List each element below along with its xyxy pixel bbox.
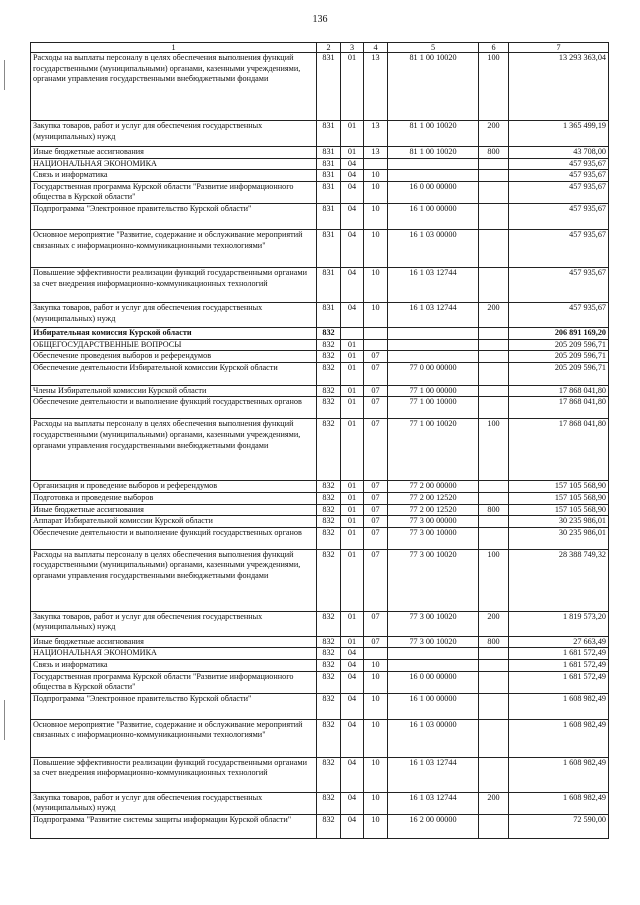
subsection-code-cell: 07 — [364, 516, 388, 528]
target-article-cell: 77 2 00 12520 — [388, 504, 479, 516]
page-number: 136 — [312, 14, 328, 25]
expense-type-cell — [479, 351, 509, 363]
amount-cell: 1 681 572,49 — [509, 671, 609, 693]
amount-cell: 17 868 041,80 — [509, 419, 609, 481]
expense-type-cell: 200 — [479, 792, 509, 814]
subsection-code-cell: 07 — [364, 636, 388, 648]
ministry-code-cell: 831 — [317, 203, 341, 229]
target-article-cell — [388, 327, 479, 339]
expense-type-cell — [479, 693, 509, 719]
ministry-code-cell: 832 — [317, 693, 341, 719]
section-code-cell: 04 — [341, 792, 364, 814]
subsection-code-cell — [364, 158, 388, 170]
column-header: 2 — [317, 43, 341, 53]
table-row — [31, 814, 609, 838]
column-header: 7 — [509, 43, 609, 53]
expense-type-cell — [479, 397, 509, 419]
row-name-cell: Повышение эффективности реализации функций государственными органами за счет внедрения информационно-коммуникационных технологий — [31, 757, 317, 792]
row-name-cell: Закупка товаров, работ и услуг для обеспечения государственных (муниципальных) нужд — [31, 611, 317, 636]
ministry-code-cell: 832 — [317, 814, 341, 838]
row-name-cell: Члены Избирательной комиссии Курской области — [31, 385, 317, 397]
subsection-code-cell: 07 — [364, 611, 388, 636]
expense-type-cell — [479, 719, 509, 757]
amount-cell: 28 388 749,32 — [509, 549, 609, 611]
amount-cell: 457 935,67 — [509, 181, 609, 203]
expense-type-cell — [479, 648, 509, 660]
ministry-code-cell: 832 — [317, 419, 341, 481]
ministry-code-cell: 832 — [317, 636, 341, 648]
target-article-cell: 77 1 00 00000 — [388, 385, 479, 397]
column-header: 6 — [479, 43, 509, 53]
subsection-code-cell: 13 — [364, 53, 388, 121]
target-article-cell: 77 1 00 10000 — [388, 397, 479, 419]
target-article-cell: 16 1 03 12744 — [388, 267, 479, 302]
ministry-code-cell: 832 — [317, 527, 341, 549]
expense-type-cell — [479, 814, 509, 838]
budget-table — [30, 42, 609, 839]
target-article-cell — [388, 351, 479, 363]
target-article-cell: 16 0 00 00000 — [388, 671, 479, 693]
ministry-code-cell: 832 — [317, 757, 341, 792]
table-row — [31, 693, 609, 719]
table-row — [31, 147, 609, 159]
expense-type-cell — [479, 327, 509, 339]
row-name-cell: Аппарат Избирательной комиссии Курской области — [31, 516, 317, 528]
row-name-cell: Закупка товаров, работ и услуг для обеспечения государственных (муниципальных) нужд — [31, 121, 317, 147]
amount-cell: 457 935,67 — [509, 267, 609, 302]
row-name-cell: Закупка товаров, работ и услуг для обеспечения государственных (муниципальных) нужд — [31, 792, 317, 814]
amount-cell: 457 935,67 — [509, 170, 609, 182]
row-name-cell: Подпрограмма "Электронное правительство Курской области" — [31, 693, 317, 719]
ministry-code-cell: 831 — [317, 170, 341, 182]
target-article-cell: 16 0 00 00000 — [388, 181, 479, 203]
table-row — [31, 181, 609, 203]
subsection-code-cell: 10 — [364, 671, 388, 693]
target-article-cell: 81 1 00 10020 — [388, 121, 479, 147]
subsection-code-cell: 10 — [364, 693, 388, 719]
row-name-cell: Подпрограмма "Электронное правительство Курской области" — [31, 203, 317, 229]
target-article-cell: 77 2 00 12520 — [388, 492, 479, 504]
ministry-code-cell: 832 — [317, 659, 341, 671]
column-header: 5 — [388, 43, 479, 53]
target-article-cell: 16 2 00 00000 — [388, 814, 479, 838]
expense-type-cell — [479, 203, 509, 229]
amount-cell: 206 891 169,20 — [509, 327, 609, 339]
target-article-cell: 77 1 00 10020 — [388, 419, 479, 481]
row-name-cell: Расходы на выплаты персоналу в целях обеспечения выполнения функций государственными (муниципальными) органами, казенными учреждениями, органами управления государственными внебюджетными фондами — [31, 53, 317, 121]
subsection-code-cell: 07 — [364, 419, 388, 481]
amount-cell: 457 935,67 — [509, 229, 609, 267]
subsection-code-cell: 10 — [364, 267, 388, 302]
section-code-cell: 04 — [341, 181, 364, 203]
ministry-code-cell: 831 — [317, 267, 341, 302]
table-row — [31, 327, 609, 339]
subsection-code-cell: 10 — [364, 181, 388, 203]
table-row — [31, 385, 609, 397]
amount-cell: 457 935,67 — [509, 158, 609, 170]
table-row — [31, 671, 609, 693]
row-name-cell: Расходы на выплаты персоналу в целях обеспечения выполнения функций государственными (муниципальными) органами, казенными учреждениями, органами управления государственными внебюджетными фондами — [31, 549, 317, 611]
subsection-code-cell: 07 — [364, 481, 388, 493]
target-article-cell: 16 1 03 00000 — [388, 719, 479, 757]
row-name-cell: ОБЩЕГОСУДАРСТВЕННЫЕ ВОПРОСЫ — [31, 339, 317, 351]
amount-cell: 457 935,67 — [509, 203, 609, 229]
subsection-code-cell: 07 — [364, 549, 388, 611]
ministry-code-cell: 832 — [317, 504, 341, 516]
section-code-cell: 01 — [341, 397, 364, 419]
scan-edge-mark — [4, 700, 5, 740]
table-row — [31, 339, 609, 351]
expense-type-cell: 800 — [479, 504, 509, 516]
section-code-cell: 01 — [341, 419, 364, 481]
expense-type-cell: 100 — [479, 53, 509, 121]
expense-type-cell — [479, 516, 509, 528]
amount-cell: 1 608 982,49 — [509, 757, 609, 792]
subsection-code-cell: 10 — [364, 203, 388, 229]
target-article-cell: 16 1 03 00000 — [388, 229, 479, 267]
row-name-cell: Избирательная комиссия Курской области — [31, 327, 317, 339]
expense-type-cell: 800 — [479, 147, 509, 159]
target-article-cell — [388, 648, 479, 660]
expense-type-cell — [479, 671, 509, 693]
table-row — [31, 121, 609, 147]
column-header: 3 — [341, 43, 364, 53]
table-row — [31, 481, 609, 493]
target-article-cell: 77 3 00 00000 — [388, 516, 479, 528]
subsection-code-cell: 13 — [364, 121, 388, 147]
target-article-cell: 77 2 00 00000 — [388, 481, 479, 493]
expense-type-cell — [479, 757, 509, 792]
section-code-cell: 01 — [341, 611, 364, 636]
ministry-code-cell: 832 — [317, 516, 341, 528]
subsection-code-cell: 10 — [364, 792, 388, 814]
scan-edge-mark — [4, 60, 5, 90]
target-article-cell: 77 3 00 10020 — [388, 611, 479, 636]
target-article-cell — [388, 339, 479, 351]
amount-cell: 157 105 568,90 — [509, 481, 609, 493]
ministry-code-cell: 831 — [317, 302, 341, 327]
amount-cell: 205 209 596,71 — [509, 339, 609, 351]
expense-type-cell — [479, 339, 509, 351]
target-article-cell: 77 3 00 10000 — [388, 527, 479, 549]
subsection-code-cell: 07 — [364, 492, 388, 504]
table-row — [31, 611, 609, 636]
section-code-cell: 04 — [341, 659, 364, 671]
table-row — [31, 170, 609, 182]
ministry-code-cell: 832 — [317, 611, 341, 636]
section-code-cell: 01 — [341, 549, 364, 611]
subsection-code-cell: 07 — [364, 362, 388, 385]
subsection-code-cell: 07 — [364, 385, 388, 397]
section-code-cell: 01 — [341, 636, 364, 648]
table-row — [31, 659, 609, 671]
column-header: 4 — [364, 43, 388, 53]
section-code-cell: 04 — [341, 719, 364, 757]
ministry-code-cell: 832 — [317, 671, 341, 693]
ministry-code-cell: 832 — [317, 792, 341, 814]
expense-type-cell — [479, 659, 509, 671]
section-code-cell: 04 — [341, 814, 364, 838]
subsection-code-cell: 10 — [364, 659, 388, 671]
ministry-code-cell: 832 — [317, 385, 341, 397]
subsection-code-cell: 07 — [364, 351, 388, 363]
ministry-code-cell: 831 — [317, 181, 341, 203]
row-name-cell: Связь и информатика — [31, 659, 317, 671]
amount-cell: 30 235 986,01 — [509, 527, 609, 549]
section-code-cell: 04 — [341, 170, 364, 182]
expense-type-cell: 200 — [479, 611, 509, 636]
section-code-cell: 01 — [341, 481, 364, 493]
table-row — [31, 267, 609, 302]
section-code-cell: 01 — [341, 53, 364, 121]
expense-type-cell — [479, 170, 509, 182]
table-body — [31, 53, 609, 839]
section-code-cell: 01 — [341, 121, 364, 147]
row-name-cell: Подпрограмма "Развитие системы защиты информации Курской области" — [31, 814, 317, 838]
column-header: 1 — [31, 43, 317, 53]
section-code-cell: 04 — [341, 302, 364, 327]
ministry-code-cell: 832 — [317, 492, 341, 504]
expense-type-cell — [479, 267, 509, 302]
amount-cell: 157 105 568,90 — [509, 504, 609, 516]
table-row — [31, 504, 609, 516]
row-name-cell: Государственная программа Курской области "Развитие информационного общества в Курской области" — [31, 671, 317, 693]
expense-type-cell: 200 — [479, 302, 509, 327]
amount-cell: 1 608 982,49 — [509, 693, 609, 719]
expense-type-cell: 800 — [479, 636, 509, 648]
table-row — [31, 527, 609, 549]
table-row — [31, 792, 609, 814]
table-row — [31, 302, 609, 327]
ministry-code-cell: 832 — [317, 351, 341, 363]
subsection-code-cell: 10 — [364, 757, 388, 792]
subsection-code-cell: 10 — [364, 229, 388, 267]
row-name-cell: Организация и проведение выборов и референдумов — [31, 481, 317, 493]
target-article-cell — [388, 158, 479, 170]
section-code-cell: 04 — [341, 229, 364, 267]
target-article-cell: 16 1 03 12744 — [388, 302, 479, 327]
row-name-cell: Связь и информатика — [31, 170, 317, 182]
amount-cell: 1 819 573,20 — [509, 611, 609, 636]
row-name-cell: Повышение эффективности реализации функций государственными органами за счет внедрения информационно-коммуникационных технологий — [31, 267, 317, 302]
amount-cell: 205 209 596,71 — [509, 362, 609, 385]
row-name-cell: Обеспечение проведения выборов и референдумов — [31, 351, 317, 363]
expense-type-cell — [479, 362, 509, 385]
ministry-code-cell: 832 — [317, 719, 341, 757]
subsection-code-cell — [364, 339, 388, 351]
table-row — [31, 492, 609, 504]
row-name-cell: Основное мероприятие "Развитие, содержание и обслуживание мероприятий связанных с информационно-коммуникационными технологиями" — [31, 719, 317, 757]
expense-type-cell — [479, 385, 509, 397]
table-row — [31, 719, 609, 757]
subsection-code-cell: 10 — [364, 814, 388, 838]
table-row — [31, 419, 609, 481]
section-code-cell: 01 — [341, 527, 364, 549]
row-name-cell: Иные бюджетные ассигнования — [31, 147, 317, 159]
ministry-code-cell: 831 — [317, 121, 341, 147]
amount-cell: 1 608 982,49 — [509, 792, 609, 814]
section-code-cell: 04 — [341, 671, 364, 693]
section-code-cell: 01 — [341, 516, 364, 528]
ministry-code-cell: 831 — [317, 158, 341, 170]
amount-cell: 1 681 572,49 — [509, 648, 609, 660]
section-code-cell: 01 — [341, 504, 364, 516]
table-row — [31, 648, 609, 660]
section-code-cell: 04 — [341, 158, 364, 170]
target-article-cell: 16 1 03 12744 — [388, 792, 479, 814]
subsection-code-cell: 13 — [364, 147, 388, 159]
table-row — [31, 397, 609, 419]
row-name-cell: Закупка товаров, работ и услуг для обеспечения государственных (муниципальных) нужд — [31, 302, 317, 327]
ministry-code-cell: 831 — [317, 53, 341, 121]
table-row — [31, 53, 609, 121]
target-article-cell: 81 1 00 10020 — [388, 53, 479, 121]
section-code-cell: 01 — [341, 492, 364, 504]
target-article-cell: 81 1 00 10020 — [388, 147, 479, 159]
ministry-code-cell: 831 — [317, 229, 341, 267]
target-article-cell: 77 0 00 00000 — [388, 362, 479, 385]
row-name-cell: Подготовка и проведение выборов — [31, 492, 317, 504]
table-row — [31, 516, 609, 528]
section-code-cell: 01 — [341, 351, 364, 363]
section-code-cell: 04 — [341, 203, 364, 229]
amount-cell: 72 590,00 — [509, 814, 609, 838]
ministry-code-cell: 832 — [317, 397, 341, 419]
expense-type-cell — [479, 229, 509, 267]
ministry-code-cell: 832 — [317, 339, 341, 351]
amount-cell: 17 868 041,80 — [509, 385, 609, 397]
target-article-cell: 16 1 00 00000 — [388, 693, 479, 719]
table-row — [31, 158, 609, 170]
section-code-cell — [341, 327, 364, 339]
expense-type-cell: 200 — [479, 121, 509, 147]
ministry-code-cell: 832 — [317, 549, 341, 611]
section-code-cell: 01 — [341, 362, 364, 385]
target-article-cell: 16 1 03 12744 — [388, 757, 479, 792]
amount-cell: 157 105 568,90 — [509, 492, 609, 504]
expense-type-cell — [479, 492, 509, 504]
row-name-cell: Иные бюджетные ассигнования — [31, 504, 317, 516]
amount-cell: 1 365 499,19 — [509, 121, 609, 147]
ministry-code-cell: 832 — [317, 648, 341, 660]
subsection-code-cell — [364, 327, 388, 339]
row-name-cell: НАЦИОНАЛЬНАЯ ЭКОНОМИКА — [31, 158, 317, 170]
section-code-cell: 04 — [341, 757, 364, 792]
row-name-cell: Обеспечение деятельности и выполнение функций государственных органов — [31, 527, 317, 549]
ministry-code-cell: 832 — [317, 327, 341, 339]
section-code-cell: 01 — [341, 147, 364, 159]
ministry-code-cell: 832 — [317, 481, 341, 493]
expense-type-cell — [479, 481, 509, 493]
expense-type-cell — [479, 527, 509, 549]
section-code-cell: 01 — [341, 339, 364, 351]
target-article-cell — [388, 170, 479, 182]
table-row — [31, 229, 609, 267]
target-article-cell — [388, 659, 479, 671]
subsection-code-cell — [364, 648, 388, 660]
amount-cell: 1 681 572,49 — [509, 659, 609, 671]
ministry-code-cell: 832 — [317, 362, 341, 385]
subsection-code-cell: 10 — [364, 719, 388, 757]
section-code-cell: 04 — [341, 648, 364, 660]
row-name-cell: Обеспечение деятельности Избирательной комиссии Курской области — [31, 362, 317, 385]
amount-cell: 27 663,49 — [509, 636, 609, 648]
subsection-code-cell: 07 — [364, 504, 388, 516]
expense-type-cell: 100 — [479, 549, 509, 611]
amount-cell: 30 235 986,01 — [509, 516, 609, 528]
table-row — [31, 636, 609, 648]
target-article-cell: 77 3 00 10020 — [388, 636, 479, 648]
row-name-cell: Государственная программа Курской области "Развитие информационного общества в Курской области" — [31, 181, 317, 203]
expense-type-cell: 100 — [479, 419, 509, 481]
row-name-cell: Обеспечение деятельности и выполнение функций государственных органов — [31, 397, 317, 419]
row-name-cell: НАЦИОНАЛЬНАЯ ЭКОНОМИКА — [31, 648, 317, 660]
section-code-cell: 04 — [341, 267, 364, 302]
amount-cell: 457 935,67 — [509, 302, 609, 327]
target-article-cell: 16 1 00 00000 — [388, 203, 479, 229]
table-row — [31, 549, 609, 611]
row-name-cell: Иные бюджетные ассигнования — [31, 636, 317, 648]
expense-type-cell — [479, 181, 509, 203]
subsection-code-cell: 07 — [364, 527, 388, 549]
section-code-cell: 04 — [341, 693, 364, 719]
amount-cell: 17 868 041,80 — [509, 397, 609, 419]
table-row — [31, 203, 609, 229]
ministry-code-cell: 831 — [317, 147, 341, 159]
expense-type-cell — [479, 158, 509, 170]
row-name-cell: Расходы на выплаты персоналу в целях обеспечения выполнения функций государственными (муниципальными) органами, казенными учреждениями, органами управления государственными внебюджетными фондами — [31, 419, 317, 481]
table-row — [31, 351, 609, 363]
amount-cell: 205 209 596,71 — [509, 351, 609, 363]
column-number-row — [31, 43, 609, 53]
table-row — [31, 757, 609, 792]
amount-cell: 13 293 363,04 — [509, 53, 609, 121]
row-name-cell: Основное мероприятие "Развитие, содержание и обслуживание мероприятий связанных с информационно-коммуникационными технологиями" — [31, 229, 317, 267]
subsection-code-cell: 10 — [364, 302, 388, 327]
amount-cell: 1 608 982,49 — [509, 719, 609, 757]
amount-cell: 43 708,00 — [509, 147, 609, 159]
section-code-cell: 01 — [341, 385, 364, 397]
subsection-code-cell: 10 — [364, 170, 388, 182]
subsection-code-cell: 07 — [364, 397, 388, 419]
target-article-cell: 77 3 00 10020 — [388, 549, 479, 611]
table-row — [31, 362, 609, 385]
